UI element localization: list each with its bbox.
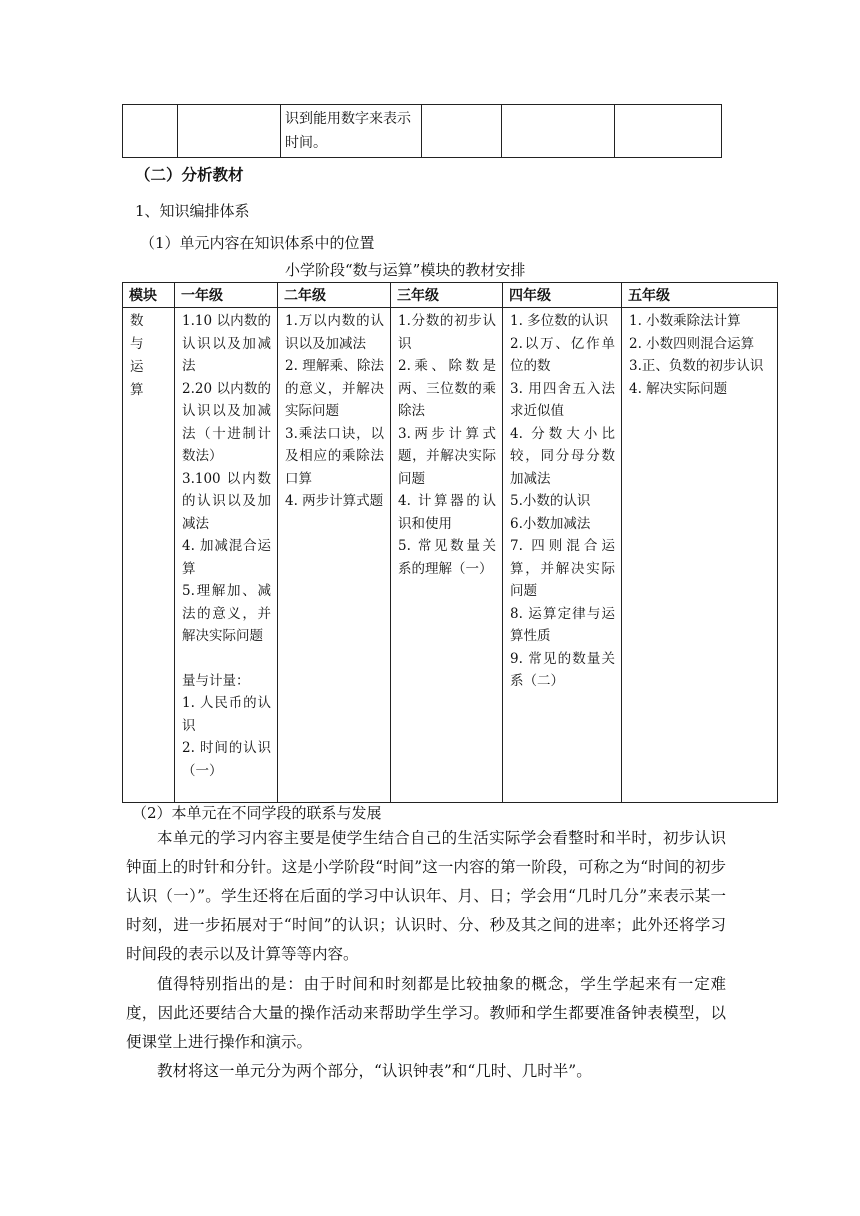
list-item: 1. 人民币的认识	[182, 695, 271, 734]
curriculum-table	[122, 282, 778, 803]
module-char: 运	[130, 359, 144, 375]
grade-3-cell	[391, 308, 503, 803]
header-grade-4: 四年级	[503, 283, 622, 308]
table-header-row	[123, 283, 778, 308]
list-item: 9. 常见的数量关系（二）	[510, 650, 615, 689]
table-row	[123, 308, 778, 803]
list-item: 8. 运算定律与运算性质	[510, 605, 615, 644]
list-item: 1.10 以内数的认识以及加减法	[182, 313, 271, 374]
header-grade-1: 一年级	[175, 283, 278, 308]
list-item: 3. 用四舍五入法求近似值	[510, 380, 615, 419]
list-item: 4. 加减混合运算	[182, 538, 271, 577]
spacer	[182, 648, 271, 670]
list-item: 7. 四则混合运算，并解决实际问题	[510, 538, 615, 599]
empty-cell	[502, 105, 615, 158]
list-item: 1. 小数乘除法计算	[629, 313, 741, 329]
subheading-unit-development: （2）本单元在不同学段的联系与发展	[132, 804, 382, 822]
subheading-unit-position: （1）单元内容在知识体系中的位置	[140, 234, 375, 252]
header-grade-5: 五年级	[622, 283, 778, 308]
list-item: 4. 分数大小比较，同分母分数加减法	[510, 425, 615, 487]
list-item: 3.100 以内数的认识以及加减法	[182, 470, 271, 532]
list-item: 3.正、负数的初步认识	[629, 358, 764, 374]
table-cell: 识到能用数字来表示时间。	[281, 105, 422, 158]
previous-table-continuation	[122, 104, 722, 158]
list-item: 4. 解决实际问题	[629, 380, 728, 397]
empty-cell	[615, 105, 722, 158]
grade-2-cell	[278, 308, 391, 803]
paragraph: 本单元的学习内容主要是使学生结合自己的生活实际学会看整时和半时，初步认识钟面上的时针和分针。这是小学阶段“时间”这一内容的第一阶段，可称之为“时间的初步认识（一）”。学生还将在后面的学习中认识年、月、日；学会用“几时几分”来表示某一时刻，进一步拓展对于“时间”的认识；认识时、分、秒及其之间的进率；此外还将学习时间段的表示以及计算等等内容。	[126, 829, 726, 963]
module-char: 算	[130, 382, 144, 398]
grade-1-cell	[175, 308, 278, 803]
grade-5-cell	[622, 308, 778, 803]
table-caption: 小学阶段“数与运算”模块的教材安排	[285, 261, 526, 279]
list-item: 5.理解加、减法的意义，并解决实际问题	[182, 583, 271, 644]
list-item: 2. 时间的认识（一）	[182, 740, 271, 779]
list-item: 6.小数加减法	[510, 515, 591, 532]
empty-cell	[178, 105, 281, 158]
list-item: 1.分数的初步认识	[398, 313, 496, 352]
subheading-knowledge-system: 1、知识编排体系	[135, 202, 250, 220]
list-item: 4. 计算器的认识和使用	[398, 493, 496, 532]
section-heading: （二）分析教材	[135, 165, 244, 184]
list-item: 1. 多位数的认识	[510, 313, 609, 329]
module-char: 与	[130, 336, 144, 352]
grade-4-cell	[503, 308, 622, 803]
list-item: 1.万以内数的认识以及加减法	[285, 313, 384, 352]
list-item: 2.20 以内数的认识以及加减法（十进制计数法）	[182, 380, 271, 464]
empty-cell	[422, 105, 502, 158]
measure-title: 量与计量：	[182, 672, 250, 689]
paragraph: 教材将这一单元分为两个部分，“认识钟表”和“几时、几时半”。	[157, 1062, 592, 1080]
list-item: 2. 理解乘、除法的意义，并解决实际问题	[285, 358, 384, 419]
module-char: 数	[130, 313, 144, 329]
list-item: 2. 小数四则混合运算	[629, 335, 755, 352]
list-item: 2.以万、亿作单位的数	[510, 335, 615, 374]
paragraph: 值得特别指出的是：由于时间和时刻都是比较抽象的概念，学生学起来有一定难度，因此还要结合大量的操作活动来帮助学生学习。教师和学生都要准备钟表模型，以便课堂上进行操作和演示。	[126, 975, 726, 1051]
list-item: 5.小数的认识	[510, 493, 591, 509]
list-item: 2.乘、除数是两、三位数的乘除法	[398, 358, 496, 419]
header-module: 模块	[123, 283, 175, 308]
empty-cell	[123, 105, 178, 158]
header-grade-3: 三年级	[391, 283, 503, 308]
header-grade-2: 二年级	[278, 283, 391, 308]
list-item: 4. 两步计算式题	[285, 493, 384, 509]
module-cell	[123, 308, 175, 803]
list-item: 3.乘法口诀，以及相应的乘除法口算	[285, 425, 384, 487]
list-item: 3.两步计算式题，并解决实际问题	[398, 425, 496, 487]
list-item: 5. 常见数量关系的理解（一）	[398, 538, 496, 577]
